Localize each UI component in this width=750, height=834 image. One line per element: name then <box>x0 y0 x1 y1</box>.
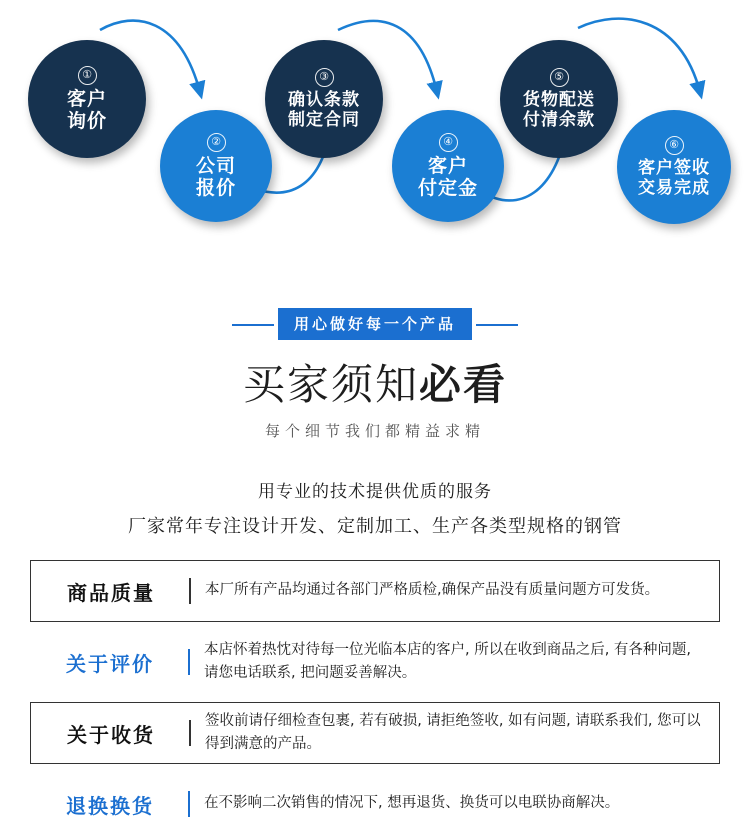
notice-row-returns <box>30 774 720 834</box>
notice-body <box>191 579 719 602</box>
flow-node-number: ③ <box>315 68 334 87</box>
flow-node-1 <box>28 40 146 158</box>
notice-body <box>191 710 719 756</box>
notice-label: 商品质量 <box>31 577 191 606</box>
page-title-normal: 买家须知 <box>242 360 419 409</box>
flow-node-4 <box>392 110 504 222</box>
notice-body <box>190 792 720 815</box>
notice-row-receiving <box>30 702 720 764</box>
notice-line: 签收前请仔细检查包裹, 若有破损, 请拒绝签收, 如有问题, 请联系我们, 您可以 <box>205 712 701 729</box>
flow-node-number: ① <box>78 66 97 85</box>
section-heading <box>0 308 750 441</box>
flow-node-line: 报价 <box>195 177 236 199</box>
ribbon-banner: 用心做好每一个产品 <box>278 308 472 340</box>
flow-node-line: 交易完成 <box>638 178 710 198</box>
flow-node-line: 货物配送 <box>523 89 595 110</box>
flow-node-line: 客户 <box>66 87 107 110</box>
flow-node-line: 确认条款 <box>288 89 360 110</box>
notice-line: 请您电话联系, 把问题妥善解决。 <box>204 665 417 681</box>
flow-node-line: 询价 <box>66 110 107 132</box>
notice-label: 关于收货 <box>31 719 191 748</box>
intro-text <box>0 477 750 538</box>
notice-line: 得到满意的产品。 <box>205 736 321 752</box>
notice-label: 关于评价 <box>30 648 190 677</box>
flow-node-line: 客户签收 <box>638 157 710 178</box>
notice-line: 本厂所有产品均通过各部门严格质检,确保产品没有质量问题方可发货。 <box>205 582 660 599</box>
flow-node-number: ⑤ <box>550 68 569 87</box>
flow-node-number: ② <box>207 133 226 152</box>
page-title <box>0 352 750 412</box>
flow-node-5 <box>500 40 618 158</box>
flow-node-6 <box>617 110 731 224</box>
notice-label: 退换换货 <box>30 790 190 819</box>
intro-line-2: 厂家常年专注设计开发、定制加工、生产各类型规格的钢管 <box>128 516 622 537</box>
page-subtitle: 每个细节我们都精益求精 <box>264 422 485 440</box>
page-title-bold: 必看 <box>419 360 508 409</box>
flow-node-3 <box>265 40 383 158</box>
notice-body <box>190 639 720 685</box>
flow-node-number: ⑥ <box>665 136 684 155</box>
flow-node-line: 付清余款 <box>523 110 595 130</box>
process-flow-diagram <box>0 0 750 290</box>
flow-node-line: 制定合同 <box>288 110 360 130</box>
flow-node-line: 客户 <box>427 154 468 177</box>
notice-line: 本店怀着热忱对待每一位光临本店的客户, 所以在收到商品之后, 有各种问题, <box>204 641 692 658</box>
flow-node-2 <box>160 110 272 222</box>
flow-node-line: 公司 <box>195 154 236 177</box>
notice-line: 在不影响二次销售的情况下, 想再退货、换货可以电联协商解决。 <box>204 795 620 812</box>
flow-node-line: 付定金 <box>417 177 478 199</box>
intro-line-1: 用专业的技术提供优质的服务 <box>258 482 492 502</box>
flow-node-number: ④ <box>439 133 458 152</box>
notice-row-quality <box>30 560 720 622</box>
notice-row-review <box>30 632 720 692</box>
